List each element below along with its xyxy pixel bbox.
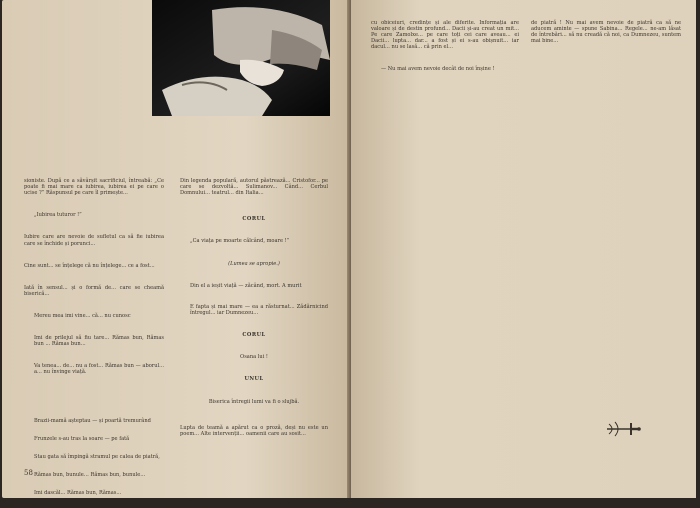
verse-line: E fapta și mai mare — ea a răsturnat... Zădărnicind întregul... iar Dumnezeu... xyxy=(190,303,330,316)
poem-line: Rămas bun, bunule… Rămas bun, bunule… xyxy=(34,472,146,479)
verse-line: „Ca viața pe moarte călcând, moare !” xyxy=(190,238,290,245)
paragraph-quote: — Nu mai avem nevoie decât de noi înșine ! xyxy=(381,66,495,73)
left-column-2 xyxy=(180,166,328,466)
page-number: 58 xyxy=(24,469,33,477)
poem-line: Frunzele s-au tras la soare — pe fată xyxy=(34,435,130,442)
paragraph: Va tenea... de... nu a fost... Rămas bun — aborul... a... nu învinge viață. xyxy=(34,363,166,376)
paragraph: de piatră ! Nu mai avem nevoie de piatră ca să ne aducem aminte — spune Sabina... Regele... ne-am lăsat de întrebări... să nu creadă că noi, ca Dumnezeu, suntem mai bine... xyxy=(531,20,683,45)
paragraph: Cine sunt... se înțelege că nu înțelege... ce a fost... xyxy=(24,262,155,269)
choir-heading: UNUL xyxy=(244,376,264,383)
stage-direction: (Lumea se apropie.) xyxy=(228,260,280,267)
paragraph: cu obiceiuri, credințe și ale diferite. Informația are valoare și de destin profund... Dacii și-au creat un mit... Pe care Zamolxe... pe care toți cei care aveau... ei Dacii... lupta... dar... a fost și ei s-au obișnuit... iar dacul... nu se lasă... că prin el... xyxy=(371,20,521,51)
paragraph: sioniste. După ce a săvârșit sacrificiul, întreabă: „Ce poate fi mai mare ca iubirea, iubirea ei pe care o ucise ?” Răspunsul pe care îl primește... xyxy=(24,178,166,197)
paragraph-quote: „Iubirea tuturor !” xyxy=(34,212,82,219)
right-column-1 xyxy=(371,8,519,478)
photo-image xyxy=(152,0,330,116)
poem-line: Imi dascăl... Rămas bun, Rămas... xyxy=(34,490,122,497)
photo-plate xyxy=(152,0,330,116)
paragraph: Imi de prilejul să fiu tare... Rămas bun, Rămas bun ... Rămas bun... xyxy=(34,335,166,348)
paragraph: Iată în sensul... și o formă de... care se cheamă biserică... xyxy=(24,284,166,297)
paragraph: Lupta de teamă a apărut ca o proză, deși nu este un poem... Alte intervenții... oamenii care au sosit... xyxy=(180,424,330,437)
poem-line: Brazii-mamă așteptau — și poartă tremurând xyxy=(34,417,151,424)
right-column-2 xyxy=(531,8,681,412)
paragraph: Iubire care are nevoie de sufletul ca să fie iubirea care se închide și porunci... xyxy=(24,234,166,247)
left-page xyxy=(2,0,349,498)
poem-line: Stau gata să împingă stramul pe calea de piatră, xyxy=(34,453,160,460)
choir-heading: CORUL xyxy=(242,216,266,223)
open-book xyxy=(2,0,698,500)
verse-line: Biserica întregii lumi va fi o slujbă. xyxy=(208,398,300,405)
paragraph: Din legenda populară, autorul păstrează... Cristofor... pe care se dezvoltă... Sulimanov... Când... Cerbul Domnului... teatrul... din Italia... xyxy=(180,178,330,197)
verse-line: Osana lui ! xyxy=(240,354,268,361)
verse-line: Din el a ieșit viață — zăcând, mort. A murit xyxy=(190,282,302,289)
dagger-ornament-icon xyxy=(605,418,641,440)
right-page xyxy=(351,0,696,498)
paragraph: Mereu mea imi vine... că... nu cunosc xyxy=(34,312,131,319)
choir-heading: CORUL xyxy=(242,332,266,339)
